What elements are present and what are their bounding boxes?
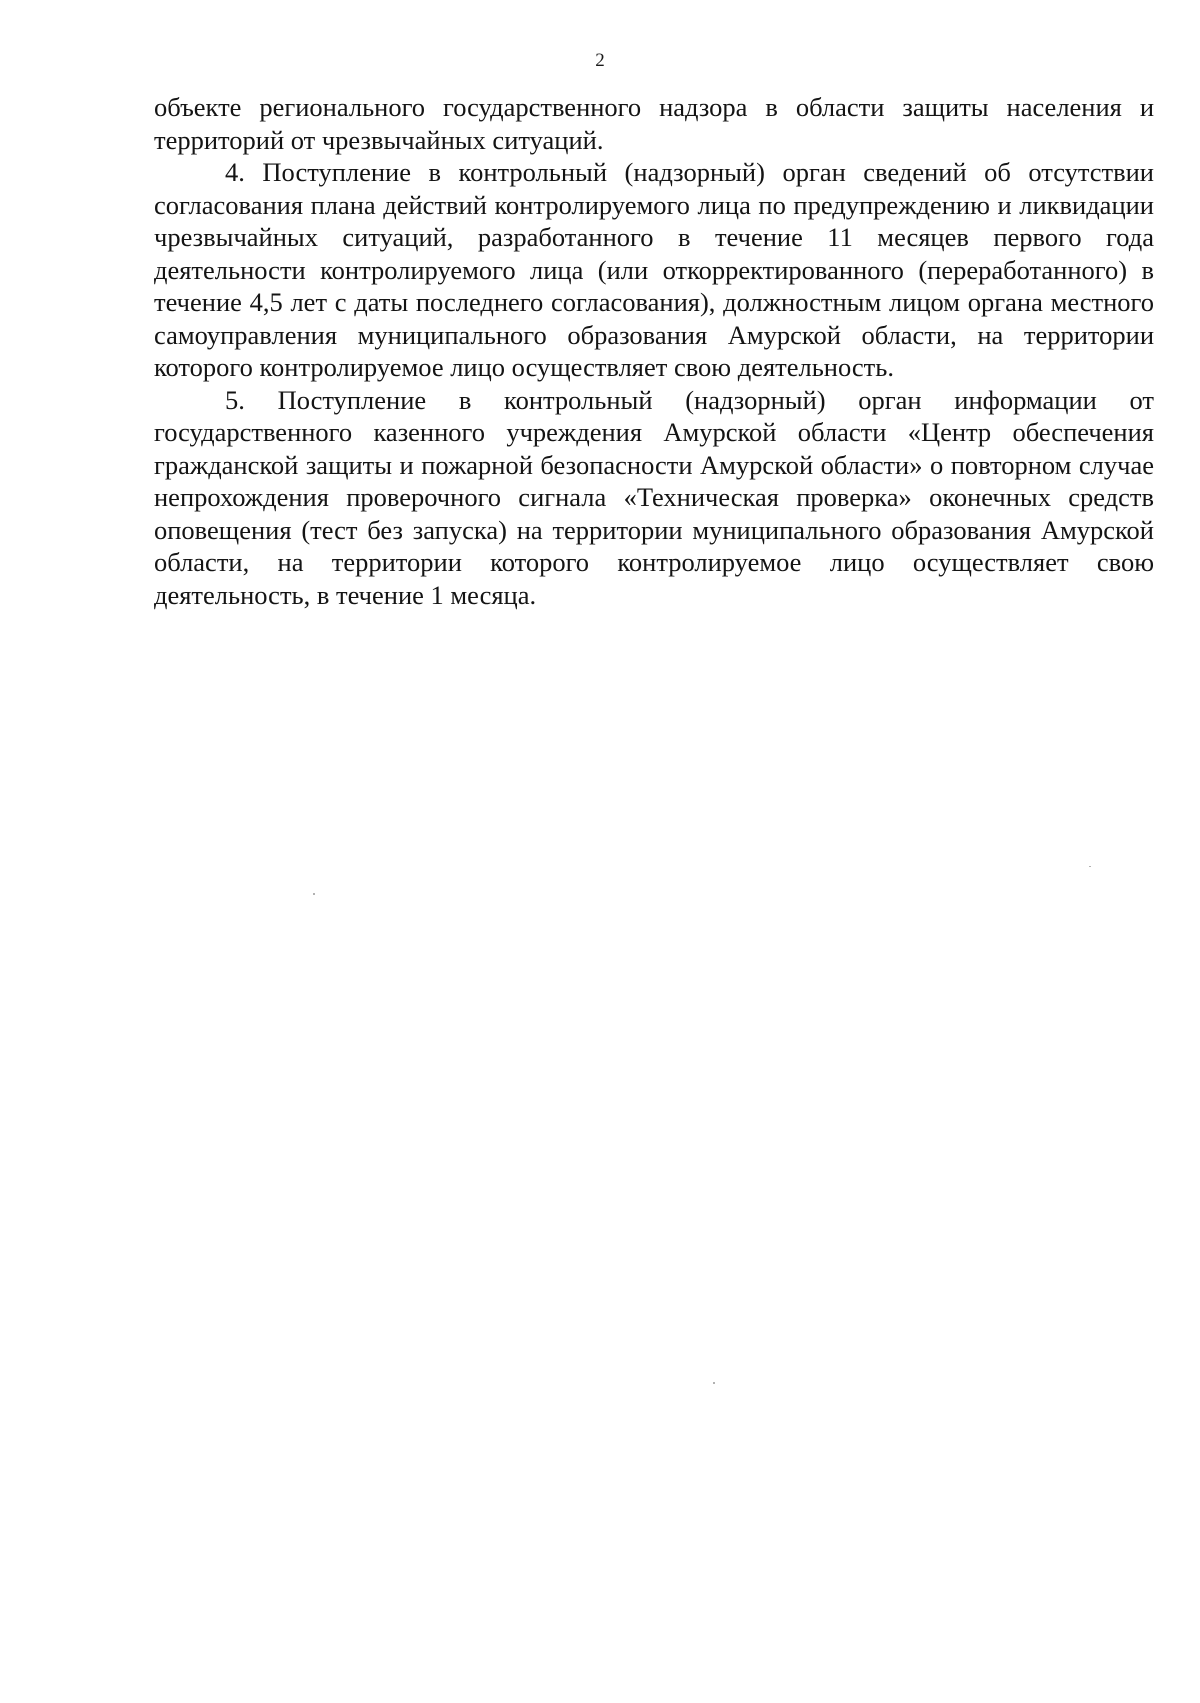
paragraph-continuation: объекте регионального государственного надзора в области защиты населения и территорий от чрезвычайных ситуаций.	[154, 92, 1154, 155]
scan-speck	[1089, 866, 1091, 867]
paragraph-item-4: 4. Поступление в контрольный (надзорный) орган сведений об отсутствии согласования плана действий контролируемого лица по предупреждению и ликвидации чрезвычайных ситуаций, разработанного в течение 11 месяцев первого года деятельности контролируемого лица (или откорректированного (переработанного) в течение 4,5 лет с даты последнего согласования), должностным лицом органа местного самоуправления муниципального образования Амурской области, на территории которого контролируемое лицо осуществляет свою деятельность.	[154, 157, 1154, 382]
scan-speck	[713, 1382, 715, 1384]
document-body	[154, 91, 1154, 611]
paragraph-item-5: 5. Поступление в контрольный (надзорный) орган информации от государственного казенного учреждения Амурской области «Центр обеспечения гражданской защиты и пожарной безопасности Амурской области» о повторном случае непрохождения проверочного сигнала «Техническая проверка» оконечных средств оповещения (тест без запуска) на территории муниципального образования Амурской области, на территории которого контролируемое лицо осуществляет свою деятельность, в течение 1 месяца.	[154, 384, 1154, 610]
page-number: 2	[595, 50, 605, 71]
scan-speck	[313, 893, 315, 895]
